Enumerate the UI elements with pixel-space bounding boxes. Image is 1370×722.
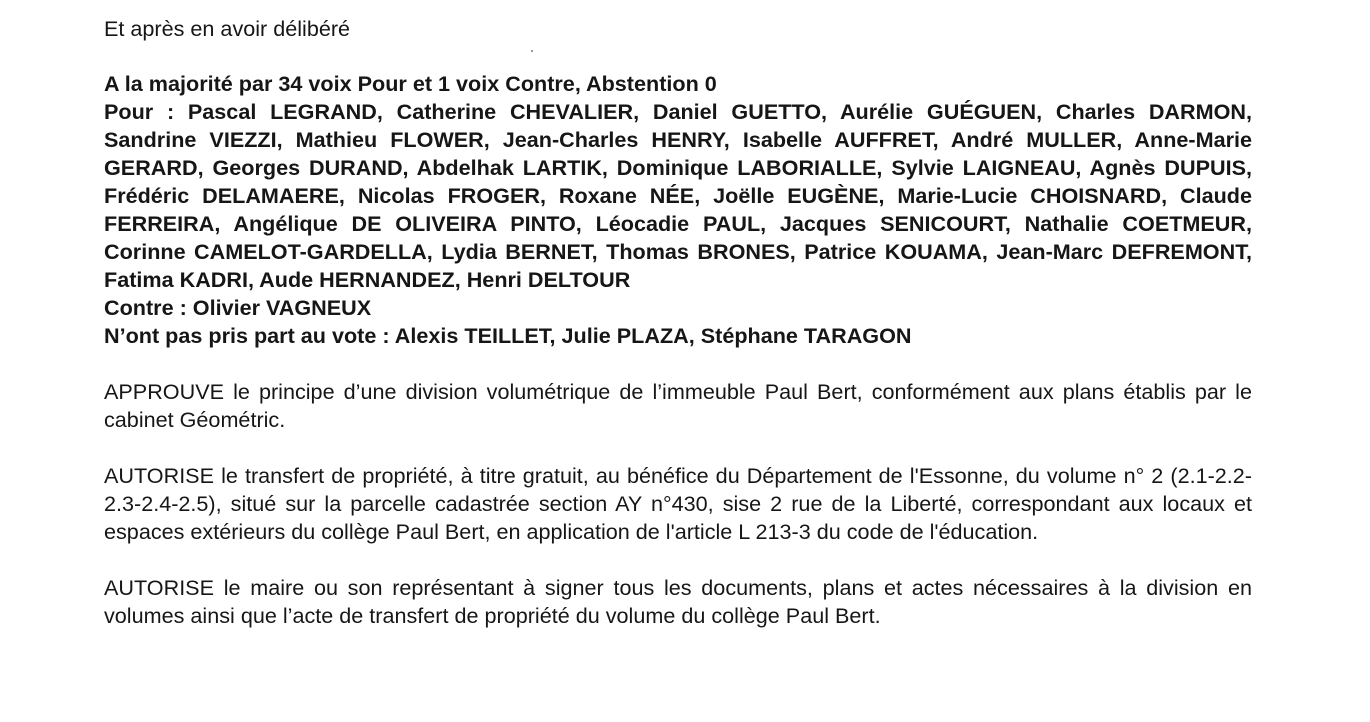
deliberation-line: Et après en avoir délibéré xyxy=(104,16,351,41)
non-participants-line: N’ont pas pris part au vote : Alexis TEILLET, Julie PLAZA, Stéphane TARAGON xyxy=(104,323,912,348)
vote-result-block xyxy=(104,70,1252,350)
decision-approuve: APPROUVE le principe d’une division volumétrique de l’immeuble Paul Bert, conformément aux plans établis par le cabinet Géométric. xyxy=(104,379,1252,432)
document-page xyxy=(104,15,1252,630)
pour-list: Pour : Pascal LEGRAND, Catherine CHEVALIER, Daniel GUETTO, Aurélie GUÉGUEN, Charles DARMON, Sandrine VIEZZI, Mathieu FLOWER, Jean-Charles HENRY, Isabelle AUFFRET, André MULLER, Anne-Marie GERARD, Georges DURAND, Abdelhak LARTIK, Dominique LABORIALLE, Sylvie LAIGNEAU, Agnès DUPUIS, Frédéric DELAMAERE, Nicolas FROGER, Roxane NÉE, Joëlle EUGÈNE, Marie-Lucie CHOISNARD, Claude FERREIRA, Angélique DE OLIVEIRA PINTO, Léocadie PAUL, Jacques SENICOURT, Nathalie COETMEUR, Corinne CAMELOT-GARDELLA, Lydia BERNET, Thomas BRONES, Patrice KOUAMA, Jean-Marc DEFREMONT, Fatima KADRI, Aude HERNANDEZ, Henri DELTOUR xyxy=(104,99,1252,292)
decision-autorise-signature: AUTORISE le maire ou son représentant à signer tous les documents, plans et actes nécessaires à la division en volumes ainsi que l’acte de transfert de propriété du volume du collège Paul Bert. xyxy=(104,575,1252,628)
majority-line: A la majorité par 34 voix Pour et 1 voix Contre, Abstention 0 xyxy=(104,71,717,96)
decision-autorise-transfert: AUTORISE le transfert de propriété, à titre gratuit, au bénéfice du Département de l'Essonne, du volume n° 2 (2.1-2.2-2.3-2.4-2.5), situé sur la parcelle cadastrée section AY n°430, sise 2 rue de la Liberté, correspondant aux locaux et espaces extérieurs du collège Paul Bert, en application de l'article L 213-3 du code de l'éducation. xyxy=(104,463,1252,544)
contre-line: Contre : Olivier VAGNEUX xyxy=(104,295,372,320)
